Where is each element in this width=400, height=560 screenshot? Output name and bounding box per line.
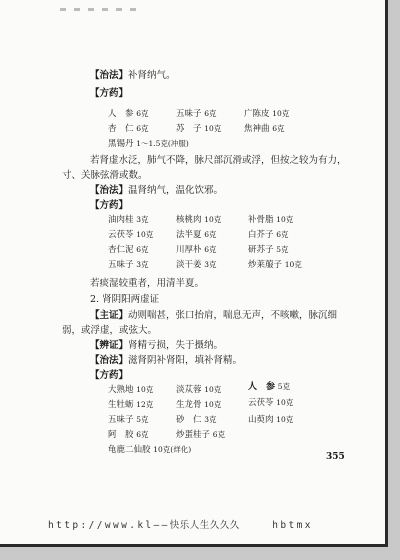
herb-item: 苏 子 10克: [176, 124, 222, 134]
herb-item: 杏 仁 6克: [108, 124, 149, 134]
rx-label-1: 【方药】: [90, 88, 129, 99]
herb-item: 杏仁泥 6克: [108, 245, 149, 255]
herb-item: 核桃肉 10克: [176, 215, 222, 225]
herb-item: 淡干姜 3克: [176, 260, 217, 270]
herb-item: 油肉桂 3克: [108, 215, 149, 225]
rx-label-2: 【方药】: [90, 200, 129, 211]
method-text: 补肾纳气。: [128, 70, 176, 81]
paragraph: 若痰湿较重者，用清半夏。: [90, 278, 205, 289]
herb-item: 研苏子 5克: [248, 245, 289, 255]
herb-item: 阿 胶 6克: [108, 430, 149, 440]
herb-item: 砂 仁 3克: [176, 415, 217, 425]
symptom-line: 【主证】动则喘甚，张口抬肩，喘息无声，不咳嗽，脉沉细: [90, 310, 338, 321]
herb-item: 云茯苓 10克: [108, 230, 154, 240]
section-title: 2. 肾阴阳两虚证: [90, 294, 160, 305]
scan-mark: [60, 8, 140, 11]
herb-item: 黑锡丹 1～1.5克(冲服): [108, 139, 189, 149]
paragraph: 若肾虚水泛，肺气不降，脉尺部沉滑或浮，但按之较为有力，: [90, 155, 347, 166]
method-line-2: 【治法】温肾纳气，温化饮邪。: [90, 185, 224, 196]
herb-item: 人 参 5克: [248, 382, 290, 392]
herb-item: 白芥子 6克: [248, 230, 289, 240]
herb-item: 五味子 3克: [108, 260, 149, 270]
footer-slogan: 快乐人生久久久: [169, 520, 240, 531]
herb-item: 补骨脂 10克: [248, 215, 294, 225]
method-label: 【治法】: [90, 70, 129, 81]
herb-item: 龟鹿二仙胶 10克(烊化): [108, 445, 192, 455]
herb-item: 人 参 6克: [108, 109, 149, 119]
method-line-3: 【治法】滋肾阴补肾阳，填补肾精。: [90, 355, 243, 366]
herb-item: 焦神曲 6克: [244, 124, 285, 134]
footer-watermark: [48, 517, 313, 531]
page-number: 355: [326, 452, 345, 462]
herb-item: 生牡蛎 12克: [108, 400, 154, 410]
footer-url-tail: hbtmx: [272, 520, 313, 531]
herb-item: 云茯苓 10克: [248, 398, 294, 408]
herb-item: 生龙骨 10克: [176, 400, 222, 410]
method-line-1: [90, 70, 176, 82]
herb-item: 川厚朴 6克: [176, 245, 217, 255]
herb-item: 大熟地 10克: [108, 385, 154, 395]
herb-item: 炒莱菔子 10克: [248, 260, 302, 270]
diagnosis-line: 【辨证】肾精亏损，失于摄纳。: [90, 340, 224, 351]
herb-item: 广陈皮 10克: [244, 109, 290, 119]
herb-item: 五味子 5克: [108, 415, 149, 425]
paragraph: 寸、关脉弦滑或数。: [62, 170, 148, 181]
rx-label-3: 【方药】: [90, 370, 129, 381]
herb-item: 山萸肉 10克: [248, 415, 294, 425]
symptom-line-2: 弱，或浮虚，或弦大。: [62, 325, 158, 336]
herb-item: 法半夏 6克: [176, 230, 217, 240]
herb-item: 淡苁蓉 10克: [176, 385, 222, 395]
herb-item: 炒蛋桂子 6克: [176, 430, 225, 440]
footer-url: http://www.kl——: [48, 520, 170, 531]
herb-item: 五味子 6克: [176, 109, 217, 119]
